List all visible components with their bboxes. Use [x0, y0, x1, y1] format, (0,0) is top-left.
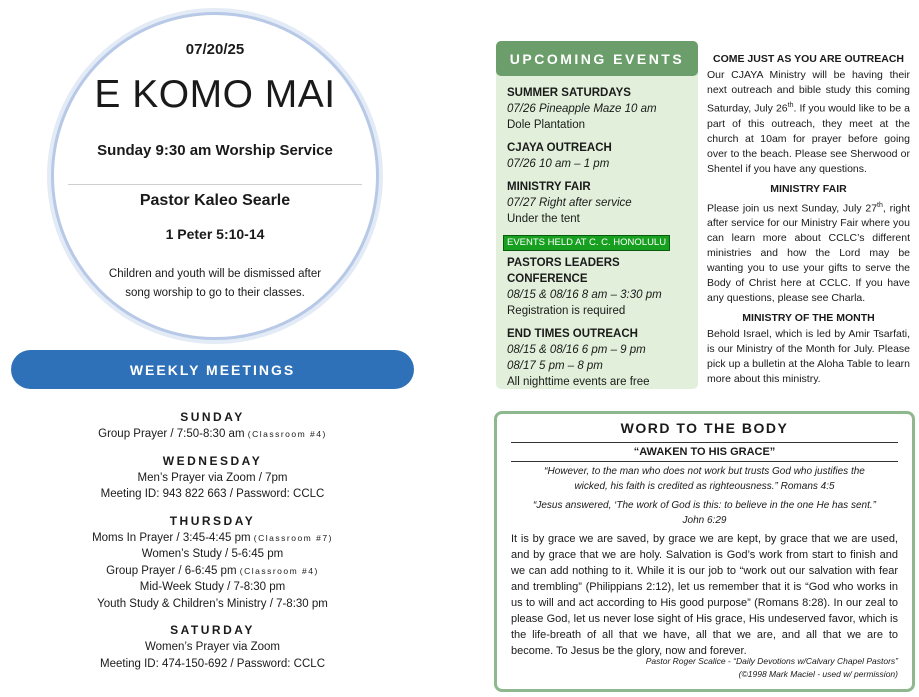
events-list [507, 85, 693, 390]
weekly-meetings-list [11, 408, 414, 672]
event-detail: 07/26 10 am – 1 pm [507, 158, 610, 170]
meeting-line: Youth Study & Children’s Ministry / 7-8:30 pm [97, 597, 328, 610]
meeting-text: Group Prayer / 7:50-8:30 am [98, 428, 245, 440]
upcoming-events-box [496, 41, 698, 389]
divider [68, 184, 362, 185]
meeting-line: Meeting ID: 474-150-692 / Password: CCLC [100, 657, 325, 670]
announcement-body: Our CJAYA Ministry will be having their next outreach and bible study this coming Saturday, July 26th. If you would like to be a part of this outreach, they meet at the church at 10am for prayer before going over to the beach. Please see Sherwood or Shentel if you have any questions. [707, 69, 910, 175]
meeting-line [11, 426, 414, 443]
event-title: SUMMER SATURDAYS [507, 87, 631, 99]
event-title: END TIMES OUTREACH [507, 328, 638, 340]
announcement-title: MINISTRY FAIR [770, 182, 847, 195]
weekly-meetings-banner: WEEKLY MEETINGS [11, 350, 414, 389]
meeting-line: Mid-Week Study / 7-8:30 pm [139, 581, 286, 593]
devotion-credit: Pastor Roger Scalice - “Daily Devotions w/Calvary Chapel Pastors” (©1998 Mark Maciel - used w/ permission) [645, 656, 898, 679]
day-saturday: SATURDAY [170, 623, 255, 637]
devotion-body: It is by grace we are saved, by grace we are kept, by grace that we are used, and by grace that we are holy. Salvation is God’s work from start to finish and we can add nothing to it. While it is our job to “work out our salvation with fear and trembling” (Philippians 2:12), let us remember that it is “God who works in us to will and act according to His good purpose” (Romans 8:28). In our zeal to please God, let us never lose sight of His grace, His undeserved favor, which is the life-breath of all that we have, all that we are, and all that we are to become. To Jesus be the glory, now and forever. [511, 533, 898, 657]
upcoming-events-header: UPCOMING EVENTS [496, 41, 698, 76]
event-title: PASTORS LEADERS CONFERENCE [507, 257, 620, 285]
event-detail: Under the tent [507, 213, 580, 225]
children-note-line: song worship to go to their classes. [125, 287, 305, 299]
welcome-title: E KOMO MAI [94, 73, 336, 116]
meeting-line [11, 563, 414, 580]
children-note [98, 265, 332, 303]
event-detail: 08/15 & 08/16 8 am – 3:30 pm [507, 289, 662, 301]
meeting-room: (Classroom #4) [247, 429, 327, 439]
day-sunday: SUNDAY [180, 410, 245, 424]
event-detail: Registration is required [507, 305, 626, 317]
meeting-text: Moms In Prayer / 3:45-4:45 pm [92, 531, 251, 544]
scripture-quote: “Jesus answered, ‘The work of God is this: to believe in the one He has sent.” John 6:29 [533, 500, 876, 526]
event-title: CJAYA OUTREACH [507, 142, 612, 154]
event-detail: 07/26 Pineapple Maze 10 am [507, 103, 657, 115]
word-to-the-body-box [494, 411, 915, 692]
event-detail: 07/27 Right after service [507, 197, 632, 209]
header-circle [51, 12, 379, 340]
divider [511, 442, 898, 443]
meeting-text: Group Prayer / 6-6:45 pm [106, 564, 237, 577]
event-detail: Dole Plantation [507, 119, 585, 131]
event-detail: All nighttime events are free [507, 376, 650, 388]
day-thursday: THURSDAY [169, 513, 256, 528]
event-detail: 08/15 & 08/16 6 pm – 9 pm [507, 344, 646, 356]
meeting-room: (Classroom #7) [253, 532, 333, 543]
service-date: 07/20/25 [185, 41, 245, 58]
meeting-line: Women’s Prayer via Zoom [144, 641, 281, 653]
event-detail: 08/17 5 pm – 8 pm [507, 360, 603, 372]
children-note-line: Children and youth will be dismissed after [108, 268, 322, 280]
announcement-title: COME JUST AS YOU ARE OUTREACH [713, 53, 904, 65]
meeting-line [11, 530, 414, 547]
service-time: Sunday 9:30 am Worship Service [97, 142, 333, 159]
meeting-line: Men’s Prayer via Zoom / 7pm [137, 471, 288, 484]
announcement-title: MINISTRY OF THE MONTH [742, 312, 875, 324]
announcement-body: Behold Israel, which is led by Amir Tsarfati, is our Ministry of the Month for July. Please pick up a bulletin at the Aloha Table to learn more about this ministry. [707, 328, 910, 385]
cc-honolulu-label: EVENTS HELD AT C. C. HONOLULU [503, 235, 670, 251]
announcement-body: Please join us next Sunday, July 27th, right after service for our Ministry Fair where you can learn more about CCLC’s different ministries and how the Lord may be wanting you to use your gifts to serve the Body of Christ here at CCLC. If you have any questions, please see Charla. [707, 201, 910, 304]
day-wednesday: WEDNESDAY [162, 453, 263, 468]
meeting-line: Women’s Study / 5-6:45 pm [141, 548, 284, 560]
meeting-line: Meeting ID: 943 822 663 / Password: CCLC [100, 488, 325, 500]
sermon-verse: 1 Peter 5:10-14 [165, 226, 265, 242]
event-title: MINISTRY FAIR [507, 181, 591, 193]
devotion-title: “AWAKEN TO HIS GRACE” [633, 446, 776, 458]
divider [511, 461, 898, 462]
announcements [707, 52, 910, 387]
meeting-room: (Classroom #4) [239, 565, 319, 576]
pastor-name: Pastor Kaleo Searle [139, 192, 291, 209]
word-to-the-body-title: WORD TO THE BODY [620, 420, 789, 436]
scripture-quote: “However, to the man who does not work but trusts God who justifies the wicked, his faith is credited as righteousness.” Romans 4:5 [544, 466, 865, 492]
